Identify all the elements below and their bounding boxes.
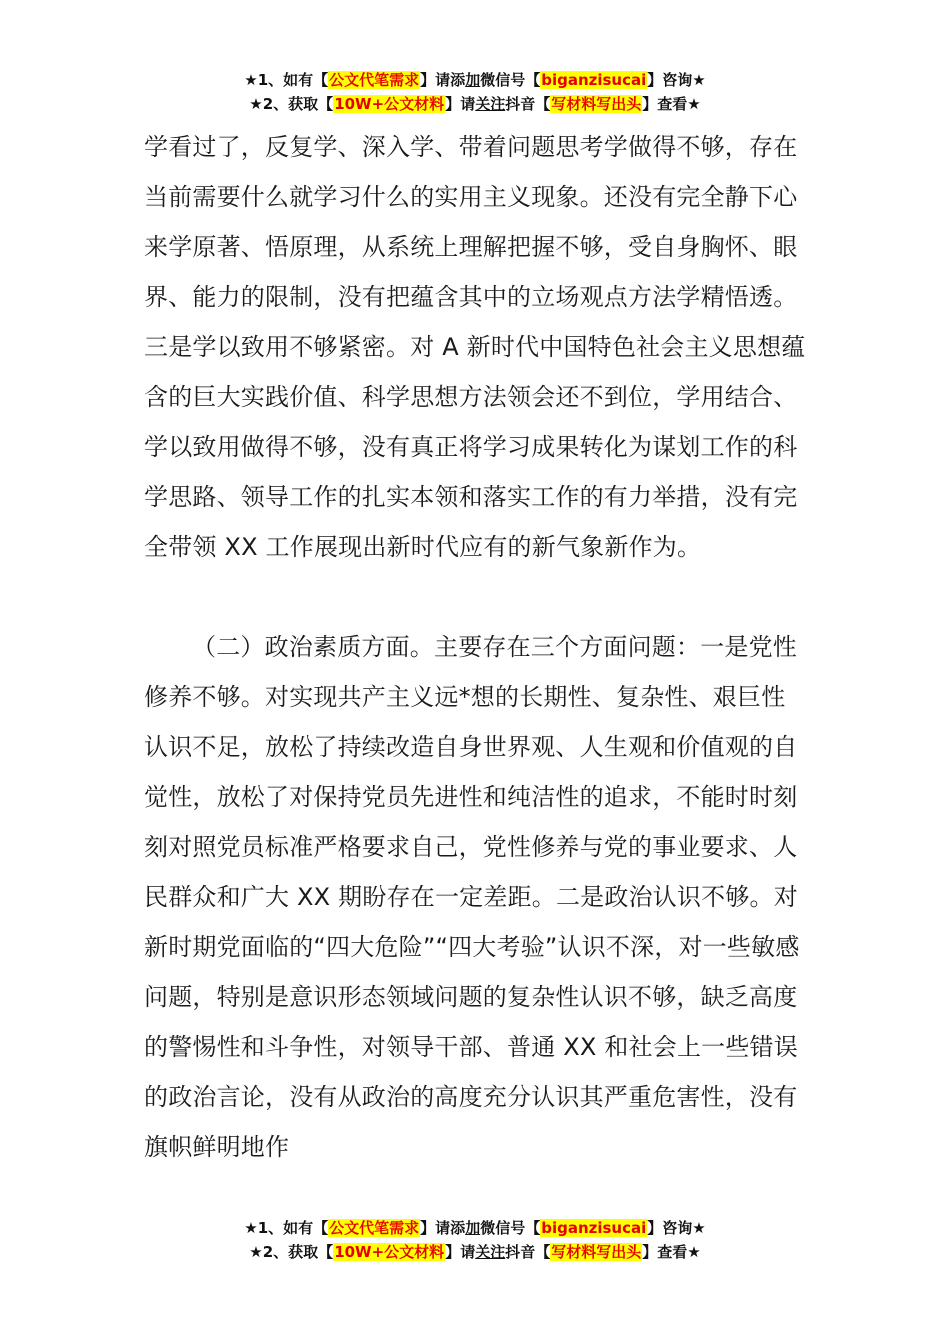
document-body: [144, 122, 808, 1172]
highlight-douyin: 写材料写出头: [551, 1243, 642, 1261]
paragraph-2: （二）政治素质方面。主要存在三个方面问题：一是党性修养不够。对实现共产主义远*想的长期性、复杂性、艰巨性认识不足，放松了持续改造自身世界观、人生观和价值观的自觉性，放松了对保持党员先进性和纯洁性的追求，不能时时刻刻对照党员标准严格要求自己，党性修养与党的事业要求、人民群众和广大 XX 期盼存在一定差距。二是政治认识不够。对新时期党面临的“四大危险”“四大考验”认识不深，对一些敏感问题，特别是意识形态领域问题的复杂性认识不够，缺乏高度的警惕性和斗争性，对领导干部、普通 XX 和社会上一些错误的政治言论，没有从政治的高度充分认识其严重危害性，没有旗帜鲜明地作: [144, 633, 800, 1161]
paragraph-1: 学看过了，反复学、深入学、带着问题思考学做得不够，存在当前需要什么就学习什么的实用主义现象。还没有完全静下心来学原著、悟原理，从系统上理解把握不够，受自身胸怀、眼界、能力的限制，没有把蕴含其中的立场观点方法学精悟透。三是学以致用不够紧密。对 A 新时代中国特色社会主义思想蕴含的巨大实践价值、科学思想方法领会还不到位，学用结合、学以致用做得不够，没有真正将学习成果转化为谋划工作的科学思路、领导工作的扎实本领和落实工作的有力举措，没有完全带领 XX 工作展现出新时代应有的新气象新作为。: [144, 133, 806, 561]
highlight-wechat-id: biganzisucai: [541, 1219, 647, 1237]
banner-line-1: ★1、如有【公文代笔需求】请添加微信号【biganzisucai】咨询★: [244, 1219, 706, 1237]
highlight-ghostwriting: 公文代笔需求: [329, 71, 420, 89]
highlight-douyin: 写材料写出头: [551, 95, 642, 113]
paragraph-gap: [144, 572, 808, 622]
footer-banner: [0, 1216, 950, 1264]
highlight-wechat-id: biganzisucai: [541, 71, 647, 89]
highlight-materials: 10W+公文材料: [334, 95, 445, 113]
highlight-ghostwriting: 公文代笔需求: [329, 1219, 420, 1237]
banner-line-2: ★2、获取【10W+公文材料】请关注抖音【写材料写出头】查看★: [249, 95, 701, 113]
banner-line-2: ★2、获取【10W+公文材料】请关注抖音【写材料写出头】查看★: [249, 1243, 701, 1261]
header-banner: [0, 68, 950, 116]
highlight-materials: 10W+公文材料: [334, 1243, 445, 1261]
banner-line-1: ★1、如有【公文代笔需求】请添加微信号【biganzisucai】咨询★: [244, 71, 706, 89]
